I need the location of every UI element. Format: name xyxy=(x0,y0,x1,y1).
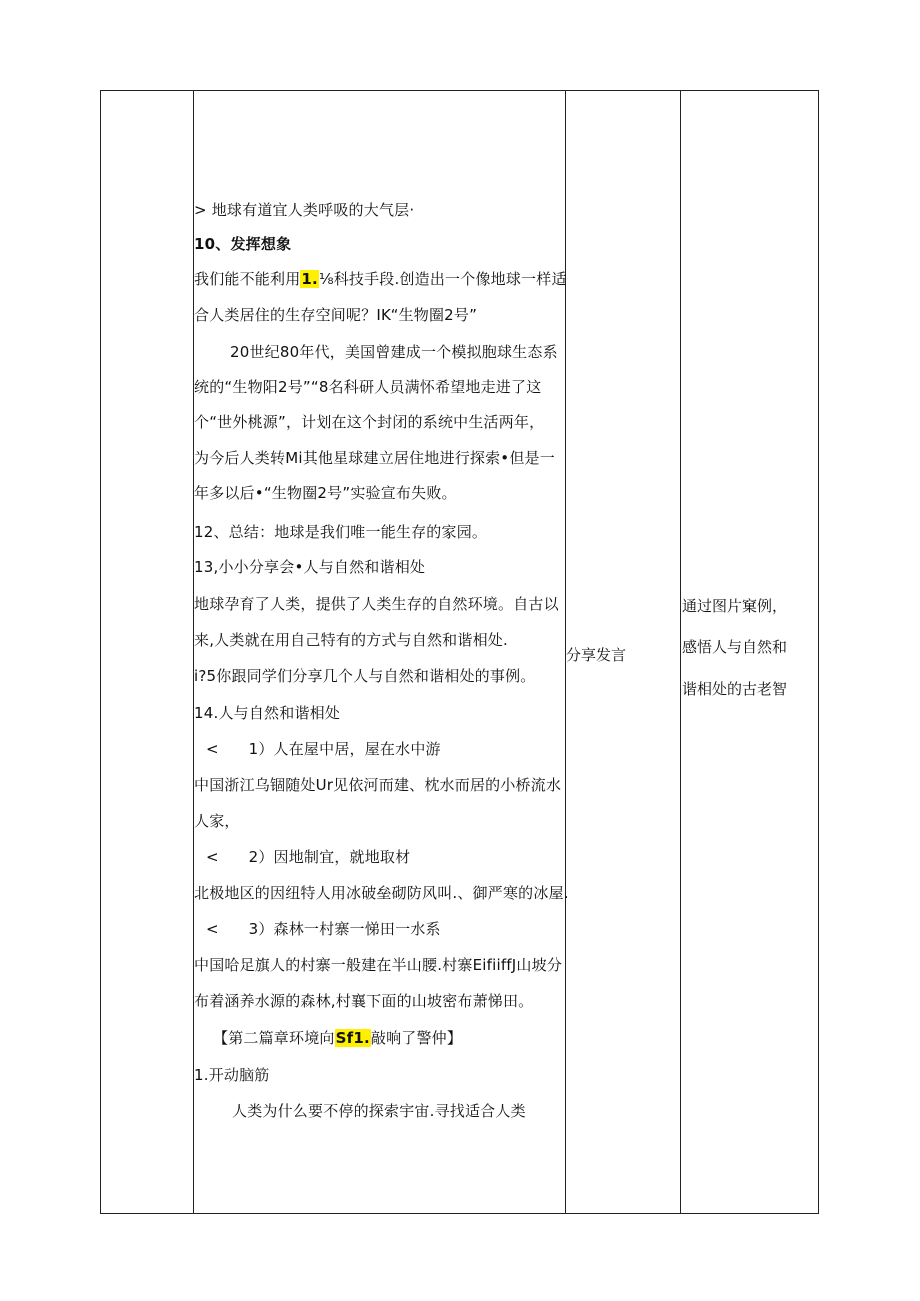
text-segment: 敲响了警仲】 xyxy=(370,1029,463,1047)
highlighted-text: Sf1. xyxy=(335,1029,370,1047)
section-heading: 13,小小分享会•人与自然和谐相处 xyxy=(194,558,426,576)
text-segment: 【第二篇章环境向 xyxy=(213,1029,335,1047)
sub-heading: < 1）人在屋中居，屋在水中游 xyxy=(206,740,441,758)
text-line: 地球孕育了人类，提供了人类生存的自然环境。自古以 xyxy=(194,595,559,613)
section-heading: 14.人与自然和谐相处 xyxy=(194,704,341,722)
intent-line: 感悟人与自然和 xyxy=(682,638,788,656)
design-intent-cell xyxy=(681,91,818,1213)
text-line: 为今后人类转Mi其他星球建立居住地进行探索•但是一 xyxy=(194,449,555,467)
text-line: 人家， xyxy=(194,812,240,830)
student-activity-cell xyxy=(566,91,680,1213)
paragraph-start: 20世纪80年代，美国曾建成一个模拟胞球生态系 xyxy=(230,343,558,361)
text-line: 北极地区的因纽特人用冰破垒砌防风叫.、御严寒的冰屋. xyxy=(194,884,569,902)
highlighted-text: 1. xyxy=(301,270,318,288)
text-line xyxy=(194,269,567,289)
text-line: 来,人类就在用自己特有的方式与自然和谐相处. xyxy=(194,631,508,649)
text-line: 中国哈足旗人的村寨一般建在半山腰.村寨EifiiffJ山坡分 xyxy=(194,956,563,974)
intent-line: 通过图片窠例， xyxy=(682,597,788,615)
text-line: 年多以后•“生物圈2号”实验宣布失败。 xyxy=(194,484,457,502)
chapter-heading xyxy=(213,1028,462,1048)
summary-line: 12、总结：地球是我们唯一能生存的家园。 xyxy=(194,523,488,541)
sub-heading: < 2）因地制宜，就地取材 xyxy=(206,848,411,866)
section-heading: 1.开动脑筋 xyxy=(194,1066,270,1084)
text-line: 合人类居住的生存空间呢？IK“生物圈2号” xyxy=(194,306,478,324)
text-segment: 我们能不能利用 xyxy=(194,270,301,288)
section-heading xyxy=(194,234,291,254)
text-line: > 地球有道宜人类呼吸的大气层· xyxy=(194,201,415,219)
text-segment: ⅛科技手段.创造出一个像地球一样适 xyxy=(318,270,567,288)
text-line: 统的“生物阳2号”“8名科研人员满怀希望地走进了这 xyxy=(194,378,542,396)
lesson-table xyxy=(100,90,819,1214)
sub-heading: < 3）森林一村寨一悌田一水系 xyxy=(206,920,441,938)
intent-line: 谐相处的古老智 xyxy=(682,680,788,698)
heading-text: 10、发挥想象 xyxy=(194,235,292,253)
paragraph-start: 人类为什么要不停的探索宇宙.寻找适合人类 xyxy=(232,1102,526,1120)
text-line: i?5你跟同学们分享几个人与自然和谐相处的事例。 xyxy=(194,667,536,685)
text-line: 布着涵养水源的森林,村襄下面的山坡密布萧悌田。 xyxy=(194,992,534,1010)
text-line: 中国浙江乌锢随处Ur见依河而建、枕水而居的小桥流水 xyxy=(194,776,562,794)
text-line: 个“世外桃源”，计划在这个封闭的系统中生活两年， xyxy=(194,413,545,431)
teaching-process-cell xyxy=(194,91,569,1213)
activity-text: 分享发言 xyxy=(566,646,627,664)
